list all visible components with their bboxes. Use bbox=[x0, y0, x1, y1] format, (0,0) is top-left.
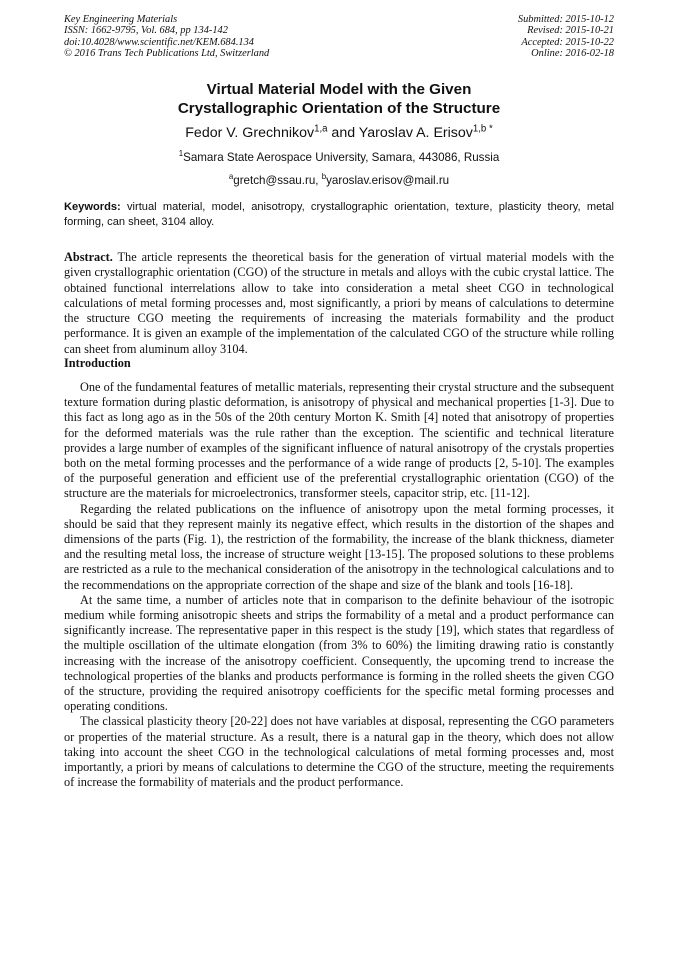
author-2: Yaroslav A. Erisov bbox=[358, 125, 473, 141]
author-1: Fedor V. Grechnikov bbox=[185, 125, 315, 141]
journal-info bbox=[64, 14, 269, 59]
email-a: gretch@ssau.ru, bbox=[233, 174, 322, 187]
publication-dates bbox=[518, 14, 614, 59]
paragraph: Regarding the related publications on the influence of anisotropy upon the metal forming processes, it should be said that they represent mainly its negative effect, which results in the distortion of the shapes and dimensions of the parts (Fig. 1), the restriction of the formability, the increase of the blank thickness, diameter and the resulting metal loss, the increase of structure weight [13-15]. The proposed solutions to these problems are restricted as a rule to the mechanical consideration of the anisotropy in the technological calculations and to the recommendations on the appropriate correction of the shape and size of the blank and tools [16-18]. bbox=[64, 501, 614, 592]
paragraph: At the same time, a number of articles note that in comparison to the definite behaviour of the isotropic medium while forming anisotropic sheets and strips the formability of a metal and a product performance can significantly increase. The representative paper in this respect is the study [19], which states that regardless of the multiple oscillation of the ultimate elongation (from 3% to 60%) the limiting drawing ratio is constantly increasing with the increase of the anisotropy coefficient. Consequently, the upcoming trend to increase the technological properties of the blanks and products performance is forming in the rolled sheets the given CGO of the structure, providing the required anisotropy coefficients for the specific metal forming processes and operating conditions. bbox=[64, 592, 614, 714]
abstract-label: Abstract. bbox=[64, 250, 113, 264]
affiliation-text: Samara State Aerospace University, Samara, 443086, Russia bbox=[183, 151, 500, 164]
introduction-body bbox=[64, 380, 614, 790]
abstract-text: The article represents the theoretical basis for the generation of virtual material models with the given crystallographic orientation (CGO) of the structure in metals and alloys with the cubic crystal lattice. The obtained functional interrelations allow to take into consideration a metal sheet CGO in technological calculations of metal forming processes and, most significantly, a priori by means of calculations to determine the structure CGO meeting the requirements of increasing the materials formability and the product performance. It is given an example of the implementation of the calculated CGO of the structure while rolling can sheet from aluminum alloy 3104. bbox=[64, 250, 614, 356]
journal-issn: ISSN: 1662-9795, Vol. 684, pp 134-142 bbox=[64, 25, 228, 37]
title-line-1: Virtual Material Model with the Given bbox=[206, 81, 472, 98]
paragraph: One of the fundamental features of metallic materials, representing their crystal structure and the subsequent texture formation during plastic deformation, is anisotropy of physical and mechanical properties [1-3]. Due to this fact as long ago as in the 50s of the 20th century Morton K. Smith [4] noted that anisotropy of properties for the deformed materials was the rule rather than the exception. The scientific and technical literature provides a large number of examples of the significant influence of natural anisotropy of the crystals properties both on the metal forming processes and the performance of a wide range of products [2, 5-10]. The examples of the purposeful generation and efficient use of the preferential crystallographic orientation (CGO) of the structure are the materials for microelectronics, transformer steels, capacitor strip, etc. [11-12]. bbox=[64, 380, 614, 501]
affiliation-sup: 1 bbox=[178, 149, 184, 159]
keywords bbox=[64, 200, 614, 230]
authors bbox=[60, 124, 618, 142]
paragraph: The classical plasticity theory [20-22] does not have variables at disposal, representing the CGO parameters or properties of the material structure. As a result, there is a natural gap in the theory, which does not allow taking into account the sheet CGO in the technological calculations of metal forming processes and, most importantly, a priori by means of calculations to determine the CGO of the structure, meeting the requirements of increase the formability of materials and the product performance. bbox=[64, 714, 614, 790]
authors-and: and bbox=[327, 125, 359, 141]
email-b: yaroslav.erisov@mail.ru bbox=[326, 174, 450, 187]
date-submitted: Submitted: 2015-10-12 bbox=[517, 14, 614, 25]
journal-doi: doi:10.4028/www.scientific.net/KEM.684.134 bbox=[64, 36, 254, 48]
affiliation bbox=[60, 150, 618, 166]
abstract bbox=[64, 250, 614, 357]
author-2-affil: 1,b * bbox=[472, 123, 493, 135]
title-line-2: Crystallographic Orientation of the Structure bbox=[177, 100, 501, 117]
keywords-text: virtual material, model, anisotropy, crystallographic orientation, texture, plasticity theory, metal forming, can sheet, 3104 alloy. bbox=[64, 201, 614, 228]
email-b-sup: b bbox=[321, 172, 327, 182]
paper-title bbox=[60, 80, 618, 118]
journal-name: Key Engineering Materials bbox=[64, 14, 178, 25]
keywords-label: Keywords: bbox=[64, 201, 121, 213]
email-a-sup: a bbox=[228, 172, 234, 182]
emails bbox=[60, 173, 618, 189]
date-accepted: Accepted: 2015-10-22 bbox=[521, 36, 614, 48]
author-1-affil: 1,a bbox=[314, 123, 328, 135]
journal-copyright: © 2016 Trans Tech Publications Ltd, Switzerland bbox=[64, 47, 270, 59]
date-online: Online: 2016-02-18 bbox=[531, 47, 614, 59]
date-revised: Revised: 2015-10-21 bbox=[527, 25, 614, 37]
section-heading-introduction: Introduction bbox=[64, 356, 131, 370]
